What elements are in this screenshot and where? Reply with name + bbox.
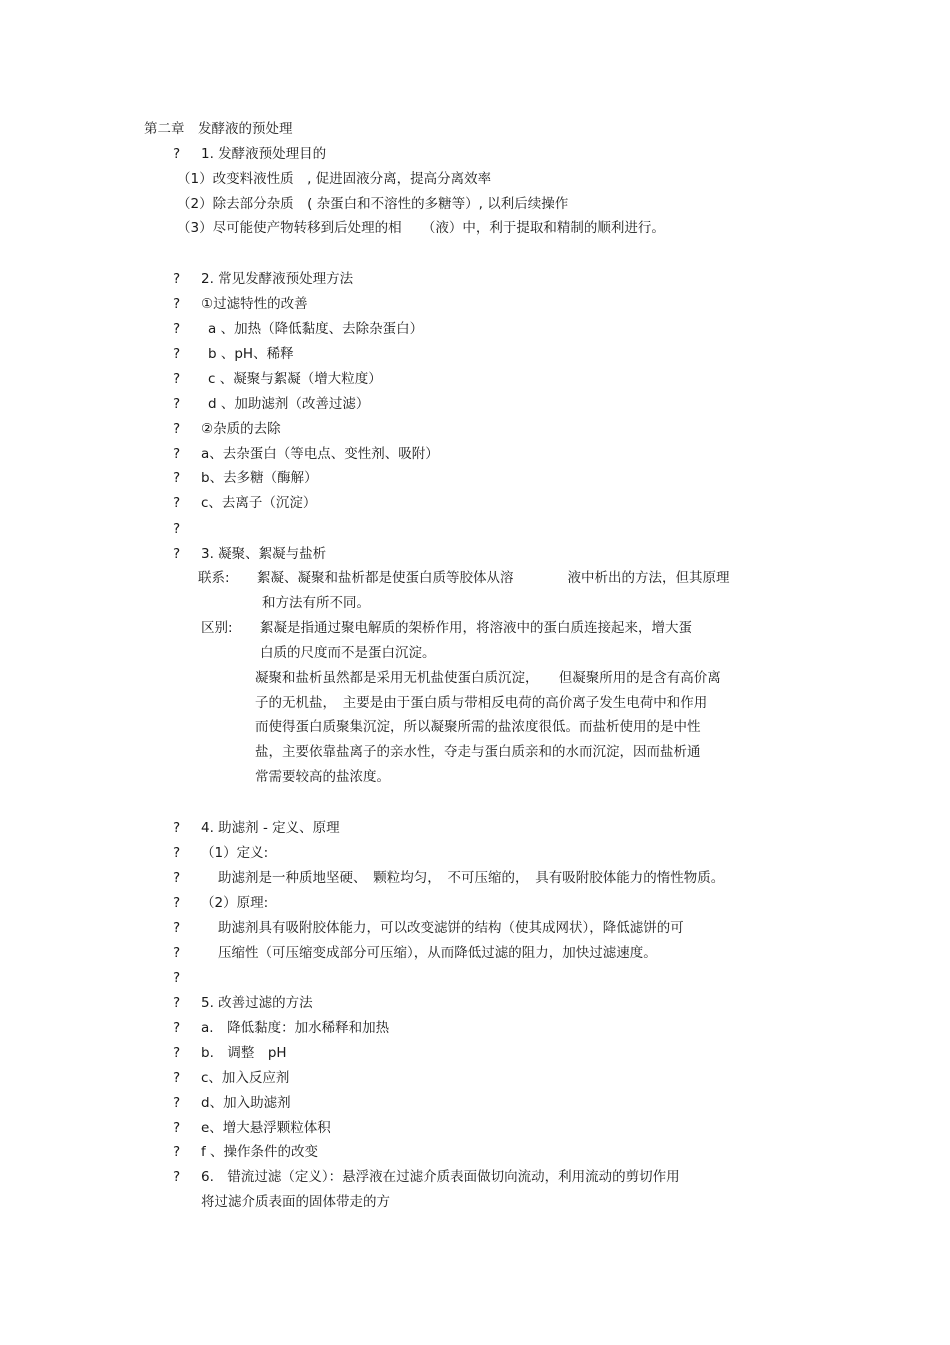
bullet-marker: ? [173,1070,181,1086]
section-1-heading: 1. 发酵液预处理目的 [201,146,327,162]
relation-text-line: 絮凝、凝聚和盐析都是使蛋白质等胶体从溶 液中析出的方法，但其原理 [257,570,730,586]
improve-item-b: b. 调整 pH [201,1045,287,1061]
principle-text-line: 助滤剂具有吸附胶体能力，可以改变滤饼的结构（使其成网状），降低滤饼的可 [218,920,684,936]
bullet-marker: ? [173,1095,181,1111]
chapter-title: 第二章 发酵液的预处理 [144,121,293,137]
impurity-item-a: a、去杂蛋白（等电点、变性剂、吸附） [201,446,439,462]
bullet-marker: ? [173,271,181,287]
bullet-marker: ? [173,870,181,886]
section-3-heading: 3. 凝聚、絮凝与盐析 [201,546,327,562]
improve-item-d: d、加入助滤剂 [201,1095,291,1111]
purpose-item-2: （2）除去部分杂质 ( 杂蛋白和不溶性的多糖等）, 以利后续操作 [177,196,569,212]
difference-text-line: 常需要较高的盐浓度。 [255,769,390,785]
bullet-marker: ? [173,1045,181,1061]
method-item-b: b 、pH、稀释 [208,346,294,362]
difference-label: 区别: [201,620,233,636]
definition-label: （1）定义: [201,845,269,861]
method-item-a: a 、加热（降低黏度、去除杂蛋白） [208,321,424,337]
bullet-marker: ? [173,546,181,562]
difference-text-line: 而使得蛋白质聚集沉淀，所以凝聚所需的盐浓度很低。而盐析使用的是中性 [255,719,701,735]
bullet-marker: ? [173,371,181,387]
relation-text-line: 和方法有所不同。 [262,595,370,611]
bullet-marker: ? [173,1169,181,1185]
principle-label: （2）原理: [201,895,269,911]
bullet-marker: ? [173,521,181,537]
bullet-marker: ? [173,820,181,836]
purpose-item-1: （1）改变料液性质 , 促进固液分离，提高分离效率 [177,171,492,187]
relation-label: 联系: [198,570,230,586]
bullet-marker: ? [173,396,181,412]
difference-text-line: 盐，主要依靠盐离子的亲水性，夺走与蛋白质亲和的水而沉淀，因而盐析通 [255,744,701,760]
bullet-marker: ? [173,470,181,486]
bullet-marker: ? [173,1144,181,1160]
bullet-marker: ? [173,296,181,312]
bullet-marker: ? [173,970,181,986]
difference-text-line: 子的无机盐， 主要是由于蛋白质与带相反电荷的高价离子发生电荷中和作用 [255,695,708,711]
difference-text-line: 白质的尺度而不是蛋白沉淀。 [260,645,436,661]
filter-improvement-subheading: ①过滤特性的改善 [201,296,308,312]
improve-item-e: e、增大悬浮颗粒体积 [201,1120,331,1136]
bullet-marker: ? [173,421,181,437]
bullet-marker: ? [173,945,181,961]
bullet-marker: ? [173,146,181,162]
bullet-marker: ? [173,446,181,462]
bullet-marker: ? [173,845,181,861]
improve-item-a: a. 降低黏度：加水稀释和加热 [201,1020,390,1036]
section-4-heading: 4. 助滤剂 - 定义、原理 [201,820,340,836]
method-item-d: d 、加助滤剂（改善过滤） [208,396,370,412]
crossflow-definition-line: 6. 错流过滤（定义）：悬浮液在过滤介质表面做切向流动，利用流动的剪切作用 [201,1169,680,1185]
method-item-c: c 、凝聚与絮凝（增大粒度） [208,371,382,387]
bullet-marker: ? [173,995,181,1011]
difference-text-line: 絮凝是指通过聚电解质的架桥作用，将溶液中的蛋白质连接起来，增大蛋 [260,620,692,636]
purpose-item-3: （3）尽可能使产物转移到后处理的相 （液）中，利于提取和精制的顺利进行。 [177,220,665,236]
principle-text-line: 压缩性（可压缩变成部分可压缩），从而降低过滤的阻力，加快过滤速度。 [218,945,657,961]
impurity-removal-subheading: ②杂质的去除 [201,421,281,437]
definition-text: 助滤剂是一种质地坚硬、 颗粒均匀， 不可压缩的， 具有吸附胶体能力的惰性物质。 [218,870,725,886]
bullet-marker: ? [173,895,181,911]
impurity-item-b: b、去多糖（酶解） [201,470,318,486]
section-5-heading: 5. 改善过滤的方法 [201,995,313,1011]
improve-item-f: f 、操作条件的改变 [201,1144,319,1160]
bullet-marker: ? [173,495,181,511]
impurity-item-c: c、去离子（沉淀） [201,495,317,511]
difference-text-line: 凝聚和盐析虽然都是采用无机盐使蛋白质沉淀， 但凝聚所用的是含有高价离 [255,670,721,686]
section-2-heading: 2. 常见发酵液预处理方法 [201,271,354,287]
bullet-marker: ? [173,920,181,936]
bullet-marker: ? [173,1020,181,1036]
bullet-marker: ? [173,346,181,362]
bullet-marker: ? [173,321,181,337]
crossflow-definition-line: 将过滤介质表面的固体带走的方 [201,1194,390,1210]
bullet-marker: ? [173,1120,181,1136]
improve-item-c: c、加入反应剂 [201,1070,290,1086]
